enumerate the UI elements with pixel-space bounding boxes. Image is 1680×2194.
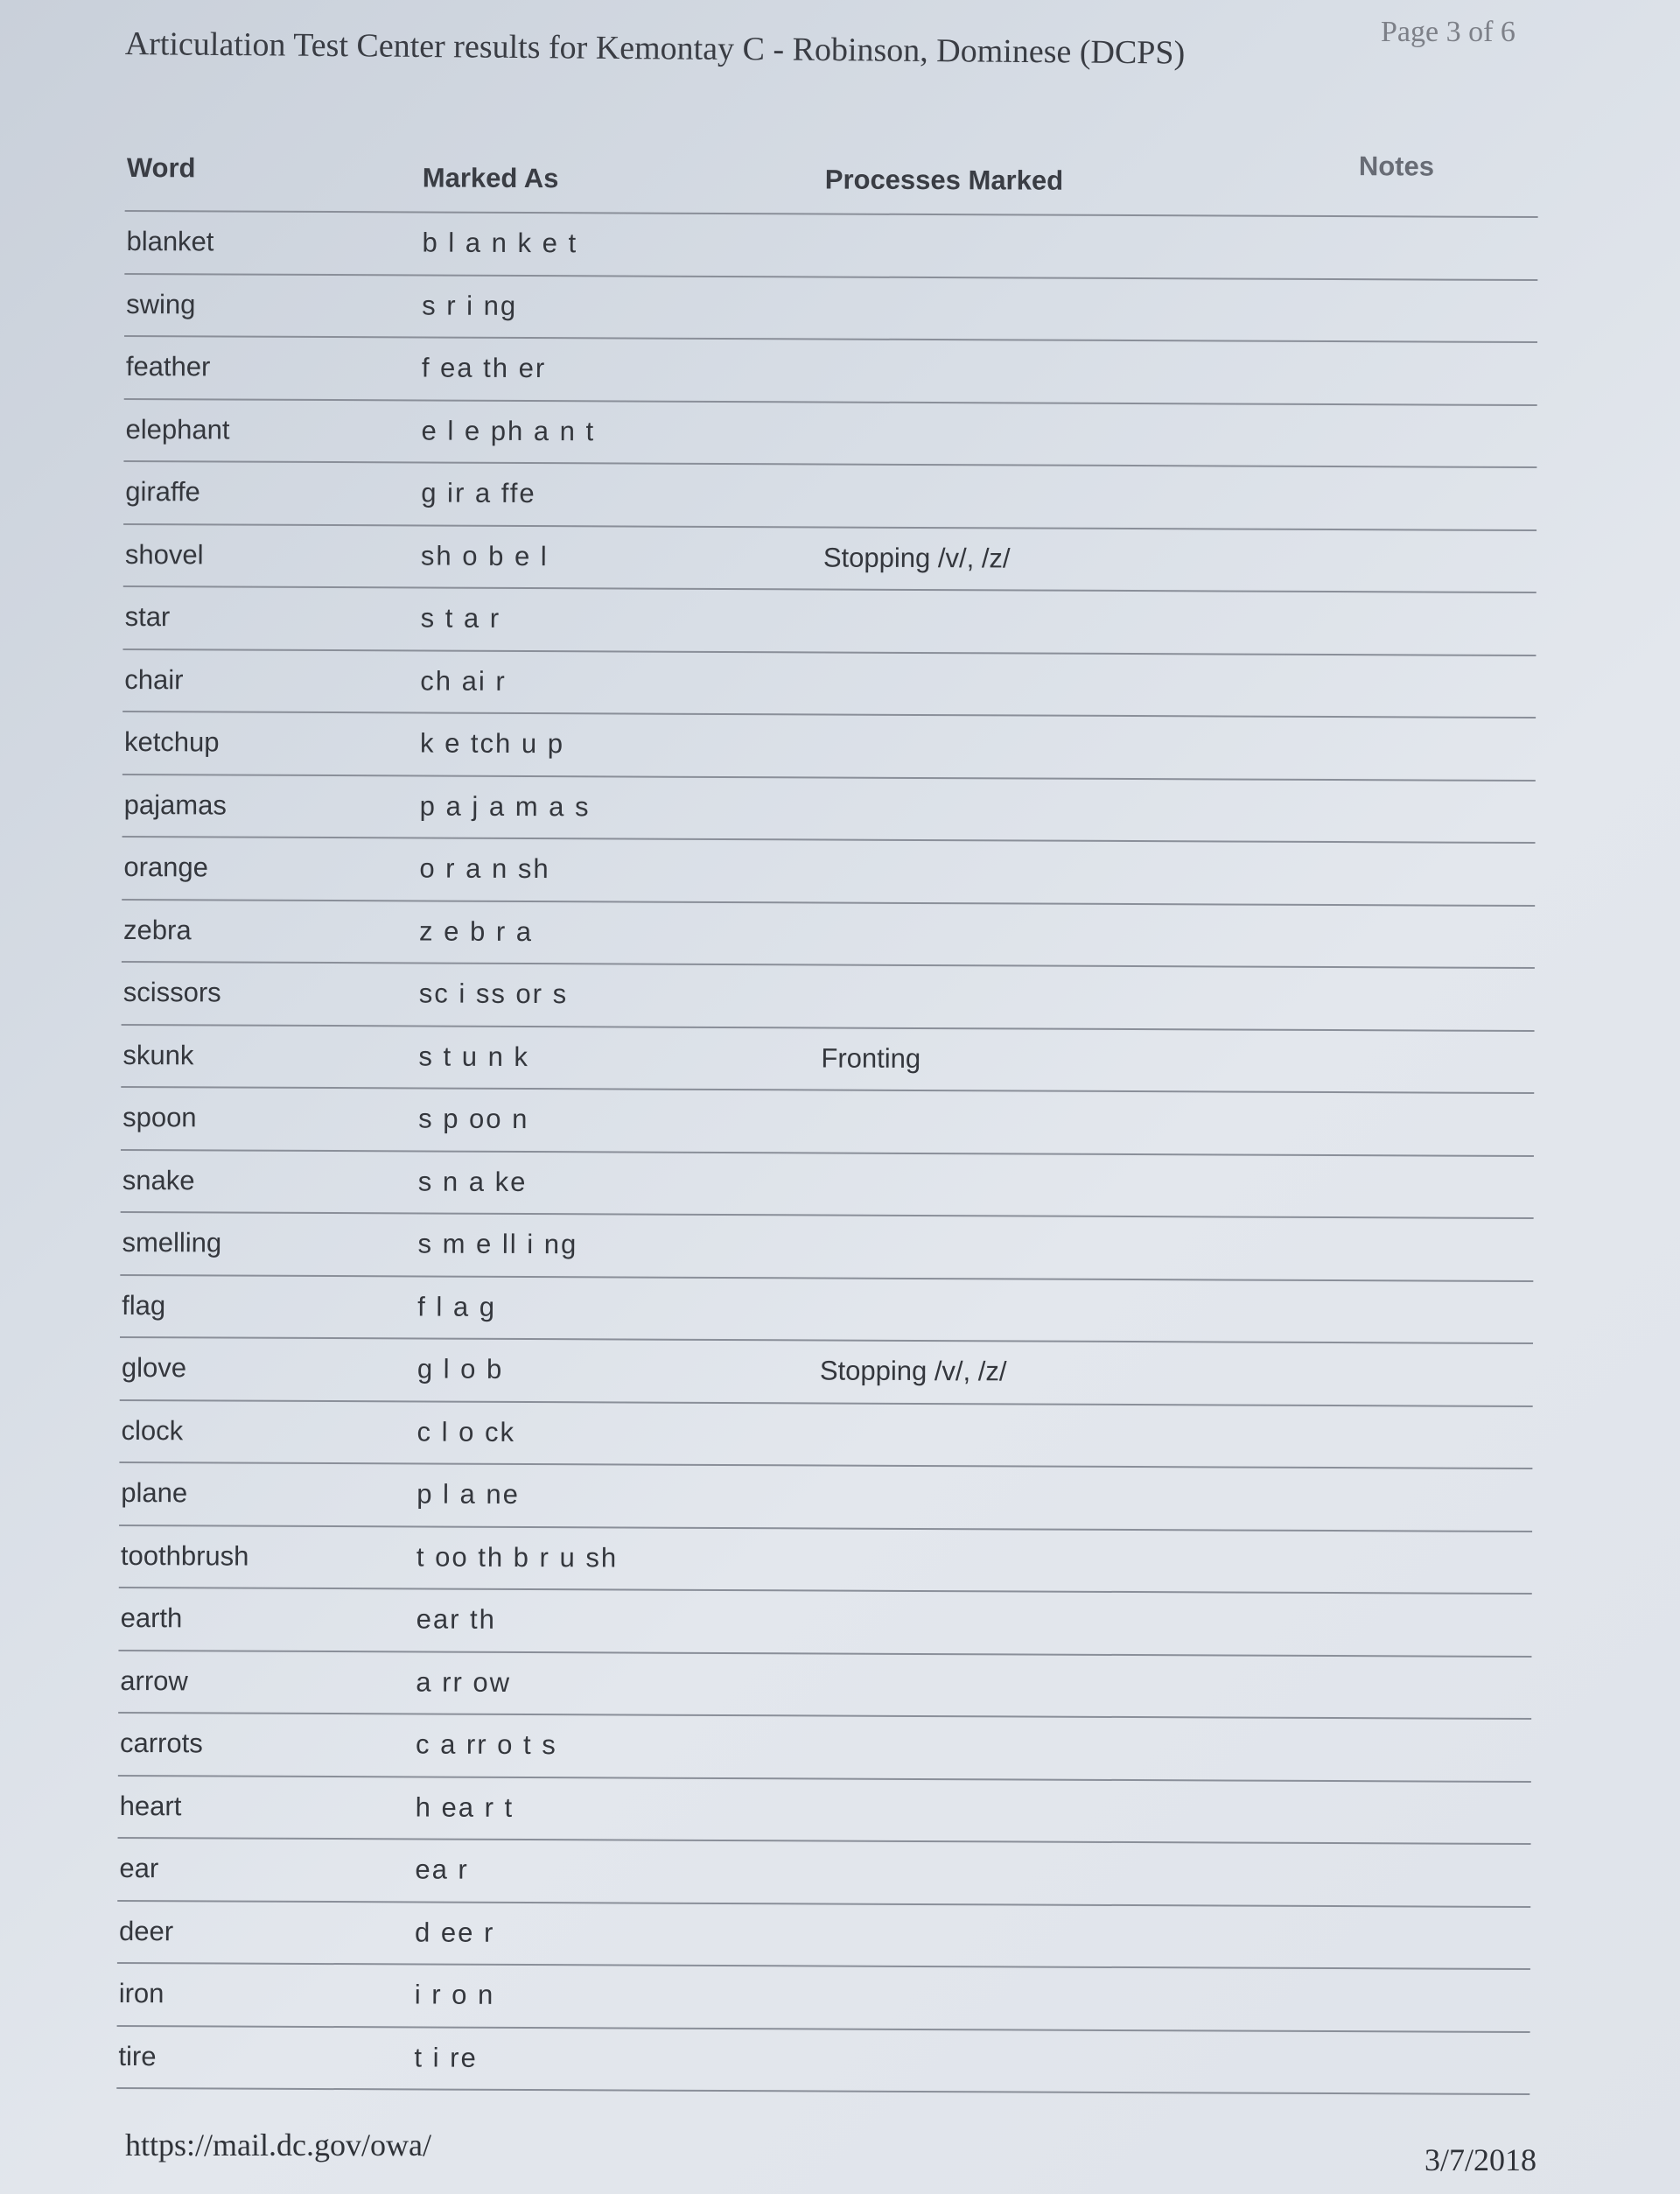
table-header <box>125 140 1538 218</box>
cell-marked-as: h ea r t <box>415 1791 514 1823</box>
cell-marked-as: p l a ne <box>416 1478 521 1510</box>
table-row <box>119 1400 1532 1469</box>
table-row <box>121 1025 1534 1094</box>
column-header-notes: Notes <box>1358 151 1435 182</box>
table-row <box>122 838 1535 907</box>
cell-marked-as: z e b r a <box>418 915 534 947</box>
table-row <box>118 1651 1531 1720</box>
document-title: Articulation Test Center results for Kemontay C - Robinson, Dominese (DCPS) <box>124 25 1186 72</box>
table-row <box>118 1776 1531 1845</box>
page-number: Page 3 of 6 <box>1381 16 1516 48</box>
cell-process-marked: Fronting <box>821 1041 921 1074</box>
cell-word: toothbrush <box>120 1539 249 1572</box>
column-header-word: Word <box>126 152 196 184</box>
table-body <box>116 212 1537 2095</box>
table-row <box>122 649 1536 718</box>
cell-process-marked: Stopping /v/, /z/ <box>822 541 1011 573</box>
table-row <box>122 712 1536 782</box>
table-row <box>124 274 1537 343</box>
cell-word: glove <box>121 1351 187 1384</box>
cell-marked-as: f l a g <box>417 1290 497 1322</box>
table-row <box>118 1588 1531 1658</box>
cell-word: spoon <box>122 1101 197 1133</box>
cell-marked-as: s t a r <box>420 602 501 634</box>
cell-marked-as: o r a n sh <box>419 852 550 885</box>
table-row <box>124 337 1537 406</box>
cell-marked-as: d ee r <box>414 1916 495 1948</box>
table-row <box>120 1338 1533 1407</box>
cell-marked-as: k e tch u p <box>419 727 565 760</box>
table-row <box>123 399 1536 468</box>
cell-marked-as: a rr ow <box>416 1665 512 1698</box>
cell-word: blanket <box>126 226 214 257</box>
cell-word: carrots <box>119 1727 203 1759</box>
cell-word: tire <box>118 2040 157 2071</box>
table-row <box>118 1714 1531 1783</box>
cell-word: chair <box>124 663 184 695</box>
cell-word: smelling <box>122 1226 222 1258</box>
table-row <box>120 1213 1533 1282</box>
cell-word: shovel <box>124 538 204 570</box>
cell-word: ketchup <box>123 726 220 758</box>
cell-marked-as: f ea th er <box>421 352 547 384</box>
cell-marked-as: sh o b e l <box>420 539 549 571</box>
cell-word: feather <box>125 351 211 382</box>
cell-marked-as: s t u n k <box>418 1040 530 1072</box>
cell-word: heart <box>119 1790 182 1821</box>
table-row <box>124 212 1537 281</box>
cell-word: elephant <box>125 413 230 445</box>
cell-marked-as: sc i ss or s <box>418 978 569 1010</box>
cell-marked-as: s m e ll i ng <box>417 1228 578 1260</box>
cell-marked-as: c l o ck <box>416 1415 516 1447</box>
cell-word: orange <box>123 852 208 883</box>
table-row <box>121 1088 1534 1157</box>
cell-marked-as: t oo th b r u sh <box>416 1540 619 1573</box>
table-row <box>117 1901 1530 1970</box>
cell-marked-as: s n a ke <box>417 1165 528 1197</box>
cell-word: snake <box>122 1164 195 1195</box>
cell-word: scissors <box>122 976 221 1008</box>
table-row <box>122 775 1536 844</box>
cell-process-marked: Stopping /v/, /z/ <box>819 1355 1007 1387</box>
cell-word: plane <box>121 1476 188 1509</box>
cell-marked-as: e l e ph a n t <box>421 414 596 446</box>
cell-marked-as: s r i ng <box>422 289 518 321</box>
table-row <box>123 524 1536 593</box>
cell-marked-as: t i re <box>414 2041 478 2073</box>
column-header-processes-marked: Processes Marked <box>824 164 1064 196</box>
table-row <box>120 1275 1533 1344</box>
cell-marked-as: b l a n k e t <box>422 227 578 259</box>
table-row <box>122 900 1535 969</box>
cell-marked-as: g l o b <box>416 1353 504 1384</box>
cell-word: earth <box>120 1602 183 1634</box>
cell-marked-as: s p oo n <box>418 1103 529 1135</box>
table-row <box>119 1463 1532 1532</box>
table-row <box>122 587 1536 656</box>
footer-date: 3/7/2018 <box>1424 2142 1537 2177</box>
cell-marked-as: ch ai r <box>420 664 507 697</box>
results-table <box>116 140 1538 2095</box>
cell-word: clock <box>121 1414 184 1446</box>
table-row <box>117 1964 1530 2033</box>
cell-marked-as: ear th <box>416 1603 496 1635</box>
cell-word: pajamas <box>123 789 227 821</box>
cell-marked-as: ea r <box>415 1854 469 1885</box>
cell-marked-as: c a rr o t s <box>415 1728 557 1761</box>
cell-word: arrow <box>120 1665 188 1696</box>
column-header-marked-as: Marked As <box>422 162 559 194</box>
cell-word: ear <box>119 1852 159 1884</box>
cell-word: giraffe <box>125 476 200 508</box>
cell-word: deer <box>118 1915 174 1946</box>
table-row <box>122 963 1535 1032</box>
cell-marked-as: i r o n <box>414 1979 495 2010</box>
table-row <box>117 1839 1530 1908</box>
cell-word: flag <box>122 1289 166 1321</box>
cell-word: zebra <box>122 914 192 945</box>
cell-word: iron <box>118 1977 164 2009</box>
table-row <box>123 462 1536 531</box>
table-row <box>119 1525 1532 1595</box>
cell-word: star <box>124 601 171 633</box>
table-row <box>116 2026 1530 2095</box>
cell-word: skunk <box>122 1039 194 1070</box>
cell-marked-as: g ir a ffe <box>421 477 536 509</box>
footer-url: https://mail.dc.gov/owa/ <box>125 2127 431 2162</box>
cell-marked-as: p a j a m a s <box>419 789 591 822</box>
table-row <box>121 1150 1534 1219</box>
cell-word: swing <box>126 288 196 319</box>
